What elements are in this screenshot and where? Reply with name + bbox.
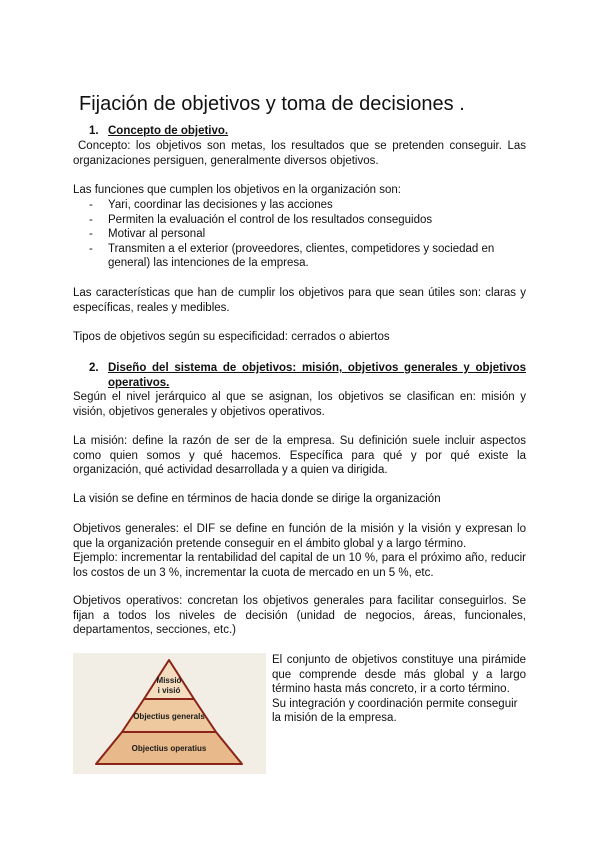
classification-paragraph: Según el nivel jerárquico al que se asignan, los objetivos se clasifican en: misión y visión, objetivos generales y objetivos operativos. (73, 391, 526, 418)
section-2-heading-text: Diseño del sistema de objetivos: misión, objetivos generales y objetivos operativos. (108, 362, 526, 389)
operational-objectives-paragraph: Objetivos operativos: concretan los objetivos generales para facilitar conseguirlos. Se fijan a todos los niveles de decisión (unidad de negocios, áreas, funcionales, departamentos, secciones, etc.) (73, 595, 526, 637)
section-1-heading (89, 124, 526, 139)
pyramid-description (272, 653, 526, 726)
section-1-heading-text: Concepto de objetivo. (108, 125, 229, 137)
pyramid-label-mission-line1: Missió (156, 676, 182, 685)
pyramid-description-1: El conjunto de objetivos constituye una pirámide que comprende desde más global y a largo término hasta más concreto, ir a corto término. (272, 654, 526, 696)
concept-paragraph: Concepto: los objetivos son metas, los resultados que se pretenden conseguir. Las organizaciones persiguen, generalmente diversos objetivos. (73, 140, 526, 167)
list-item: - Yari, coordinar las decisiones y las acciones (89, 199, 333, 211)
types-paragraph: Tipos de objetivos según su especificidad: cerrados o abiertos (73, 331, 390, 343)
pyramid-label-mission-line2: i visió (157, 686, 181, 695)
pyramid-description-2: Su integración y coordinación permite conseguir la misión de la empresa. (272, 697, 518, 725)
objectives-pyramid-figure (73, 653, 266, 774)
section-2-heading (89, 361, 526, 390)
vision-paragraph: La visión se define en términos de hacia donde se dirige la organización (73, 493, 441, 505)
list-item: - Transmiten a el exterior (proveedores, clientes, competidores y sociedad en general) las intenciones de la empresa. (89, 242, 495, 270)
pyramid-label-operational: Objectius operatius (131, 744, 207, 753)
general-objectives-paragraph: Objetivos generales: el DIF se define en función de la misión y la visión y expresan lo que la organización pretende conseguir en el ámbito global y a largo término. (73, 523, 526, 550)
functions-intro: Las funciones que cumplen los objetivos en la organización son: (73, 184, 401, 196)
section-2-number: 2. (89, 362, 99, 374)
example-paragraph: Ejemplo: incrementar la rentabilidad del capital de un 10 %, para el próximo año, reducir los costos de un 3 %, incrementar la cuota de mercado en un 5 %, etc. (73, 552, 526, 579)
functions-list (89, 198, 526, 271)
characteristics-paragraph: Las características que han de cumplir los objetivos para que sean útiles son: claras y específicas, reales y medibles. (73, 287, 526, 314)
list-item: - Motivar al personal (89, 228, 206, 241)
list-item: - Permiten la evaluación el control de los resultados conseguidos (89, 213, 433, 226)
mission-paragraph: La misión: define la razón de ser de la empresa. Su definición suele incluir aspectos como quien somos y qué hacemos. Específica para qué y por qué existe la organización, qué actividad desarrollada y a quien va dirigida. (73, 435, 526, 477)
pyramid-diagram (73, 653, 266, 774)
document-title: Fijación de objetivos y toma de decisiones . (79, 93, 465, 115)
section-1-number: 1. (89, 125, 99, 137)
pyramid-label-general: Objectius generals (133, 712, 205, 721)
